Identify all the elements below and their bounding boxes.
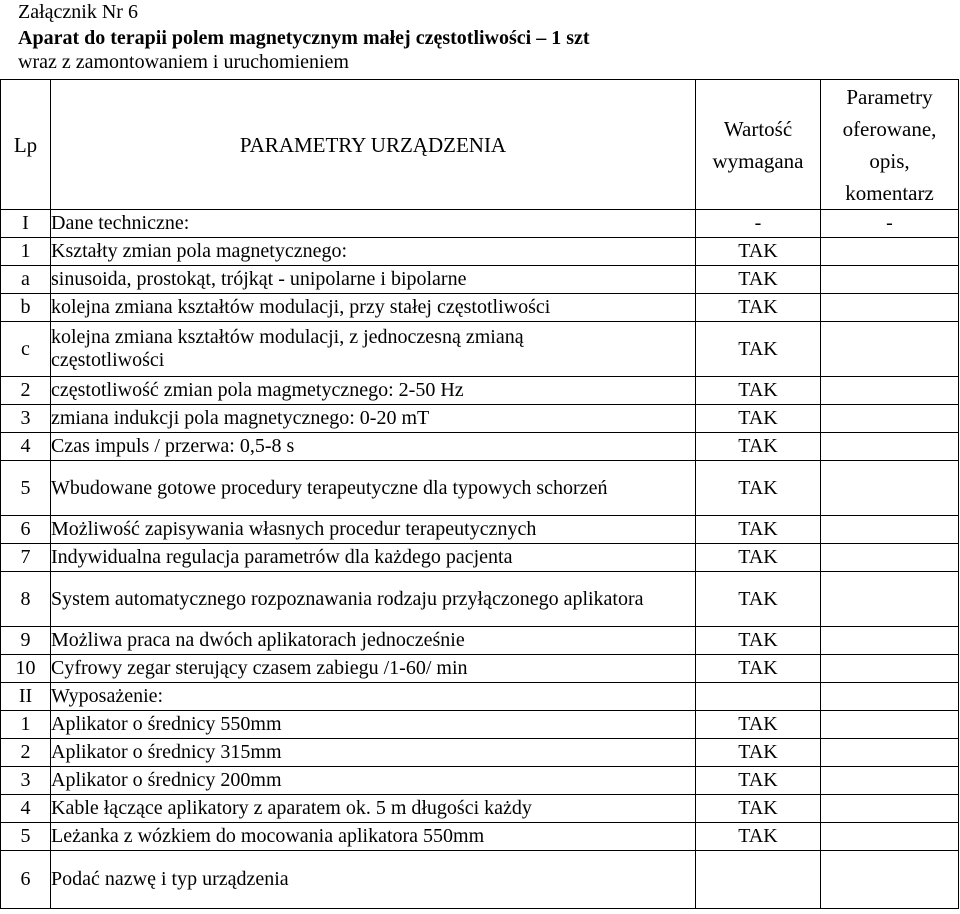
- row-required-value: TAK: [696, 655, 821, 683]
- row-required-value: TAK: [696, 266, 821, 294]
- row-lp: 2: [1, 739, 51, 767]
- row-required-value: TAK: [696, 767, 821, 795]
- row-required-value: TAK: [696, 711, 821, 739]
- header-required-line2: wymagana: [712, 148, 804, 173]
- row-description: częstotliwość zmian pola magmetycznego: 2-50 Hz: [51, 377, 696, 405]
- header-required-line1: Wartość: [723, 116, 793, 141]
- row-description: Indywidualna regulacja parametrów dla każdego pacjenta: [51, 544, 696, 572]
- document-title: Aparat do terapii polem magnetycznym małej częstotliwości – 1 szt: [18, 27, 590, 49]
- row-description: Leżanka z wózkiem do mocowania aplikatora 550mm: [51, 823, 696, 851]
- row-lp: 10: [1, 655, 51, 683]
- row-required-value: [696, 851, 821, 909]
- row-required-value: TAK: [696, 322, 821, 377]
- header-offered-line3: opis,: [869, 148, 910, 173]
- row-offered-value: [821, 322, 959, 377]
- row-lp: 6: [1, 851, 51, 909]
- row-description: zmiana indukcji pola magnetycznego: 0-20 mT: [51, 405, 696, 433]
- row-required-value: TAK: [696, 739, 821, 767]
- row-lp: 2: [1, 377, 51, 405]
- row-lp: 1: [1, 711, 51, 739]
- row-description: Wyposażenie:: [51, 683, 696, 711]
- row-description: Aplikator o średnicy 550mm: [51, 711, 696, 739]
- table-row: [1, 627, 959, 655]
- row-lp: 3: [1, 405, 51, 433]
- row-description: Aplikator o średnicy 200mm: [51, 767, 696, 795]
- table-row: [1, 405, 959, 433]
- row-offered-value: [821, 433, 959, 461]
- table-row: [1, 266, 959, 294]
- row-lp: 3: [1, 767, 51, 795]
- table-row: [1, 572, 959, 627]
- header-offered: [821, 80, 959, 210]
- table-row: [1, 433, 959, 461]
- row-lp: II: [1, 683, 51, 711]
- header-offered-line4: komentarz: [845, 180, 934, 205]
- row-description: Możliwość zapisywania własnych procedur terapeutycznych: [51, 516, 696, 544]
- row-offered-value: [821, 683, 959, 711]
- row-required-value: TAK: [696, 795, 821, 823]
- row-description: Możliwa praca na dwóch aplikatorach jednocześnie: [51, 627, 696, 655]
- header-required: [696, 80, 821, 210]
- row-lp: 5: [1, 823, 51, 851]
- table-row: [1, 655, 959, 683]
- row-lp: 5: [1, 461, 51, 516]
- row-lp: 7: [1, 544, 51, 572]
- table-row: [1, 461, 959, 516]
- row-lp: a: [1, 266, 51, 294]
- row-offered-value: [821, 461, 959, 516]
- row-description: Cyfrowy zegar sterujący czasem zabiegu /1-60/ min: [51, 655, 696, 683]
- row-description: kolejna zmiana kształtów modulacji, z jednoczesną zmianą częstotliwości: [51, 322, 696, 377]
- table-header-row: [1, 80, 959, 210]
- table-row: [1, 683, 959, 711]
- row-offered-value: [821, 823, 959, 851]
- row-description: Podać nazwę i typ urządzenia: [51, 851, 696, 909]
- row-lp: 6: [1, 516, 51, 544]
- row-description: Wbudowane gotowe procedury terapeutyczne dla typowych schorzeń: [51, 461, 696, 516]
- row-offered-value: [821, 711, 959, 739]
- table-row: [1, 544, 959, 572]
- row-offered-value: [821, 572, 959, 627]
- row-description: Aplikator o średnicy 315mm: [51, 739, 696, 767]
- header-lp: [1, 80, 51, 210]
- header-offered-line2: oferowane,: [842, 116, 937, 141]
- row-required-value: TAK: [696, 238, 821, 266]
- row-offered-value: [821, 655, 959, 683]
- row-required-value: [696, 683, 821, 711]
- header-params: [51, 80, 696, 210]
- row-lp: c: [1, 322, 51, 377]
- table-row: [1, 711, 959, 739]
- row-offered-value: [821, 294, 959, 322]
- row-offered-value: [821, 739, 959, 767]
- parameters-table: [0, 79, 959, 909]
- header-lp-label: Lp: [13, 132, 38, 157]
- table-row: [1, 377, 959, 405]
- table-row: [1, 767, 959, 795]
- row-offered-value: -: [821, 210, 959, 238]
- row-required-value: TAK: [696, 461, 821, 516]
- row-required-value: TAK: [696, 516, 821, 544]
- row-offered-value: [821, 516, 959, 544]
- row-description: Dane techniczne:: [51, 210, 696, 238]
- table-row: [1, 238, 959, 266]
- row-offered-value: [821, 627, 959, 655]
- row-required-value: -: [696, 210, 821, 238]
- row-description: Czas impuls / przerwa: 0,5-8 s: [51, 433, 696, 461]
- row-description: System automatycznego rozpoznawania rodzaju przyłączonego aplikatora: [51, 572, 696, 627]
- row-description: Kable łączące aplikatory z aparatem ok. 5 m długości każdy: [51, 795, 696, 823]
- row-lp: 1: [1, 238, 51, 266]
- row-lp: 4: [1, 433, 51, 461]
- header-offered-line1: Parametry: [846, 84, 933, 109]
- table-row: [1, 739, 959, 767]
- table-row: [1, 516, 959, 544]
- table-row: [1, 294, 959, 322]
- row-description: kolejna zmiana kształtów modulacji, przy stałej częstotliwości: [51, 294, 696, 322]
- row-description: sinusoida, prostokąt, trójkąt - unipolarne i bipolarne: [51, 266, 696, 294]
- document-subtitle: wraz z zamontowaniem i uruchomieniem: [18, 51, 349, 73]
- row-offered-value: [821, 544, 959, 572]
- row-lp: b: [1, 294, 51, 322]
- row-offered-value: [821, 266, 959, 294]
- attachment-label: Załącznik Nr 6: [18, 1, 138, 23]
- row-required-value: TAK: [696, 823, 821, 851]
- table-row: [1, 795, 959, 823]
- row-required-value: TAK: [696, 433, 821, 461]
- table-row: [1, 823, 959, 851]
- row-required-value: TAK: [696, 544, 821, 572]
- row-description: Kształty zmian pola magnetycznego:: [51, 238, 696, 266]
- table-row: [1, 210, 959, 238]
- row-required-value: TAK: [696, 572, 821, 627]
- row-lp: 8: [1, 572, 51, 627]
- row-offered-value: [821, 767, 959, 795]
- row-offered-value: [821, 377, 959, 405]
- row-offered-value: [821, 851, 959, 909]
- header-params-label: PARAMETRY URZĄDZENIA: [239, 132, 507, 157]
- row-offered-value: [821, 405, 959, 433]
- table-row: [1, 322, 959, 377]
- row-required-value: TAK: [696, 377, 821, 405]
- row-lp: I: [1, 210, 51, 238]
- row-offered-value: [821, 795, 959, 823]
- row-required-value: TAK: [696, 405, 821, 433]
- row-offered-value: [821, 238, 959, 266]
- row-lp: 4: [1, 795, 51, 823]
- row-lp: 9: [1, 627, 51, 655]
- table-row: [1, 851, 959, 909]
- row-required-value: TAK: [696, 627, 821, 655]
- row-required-value: TAK: [696, 294, 821, 322]
